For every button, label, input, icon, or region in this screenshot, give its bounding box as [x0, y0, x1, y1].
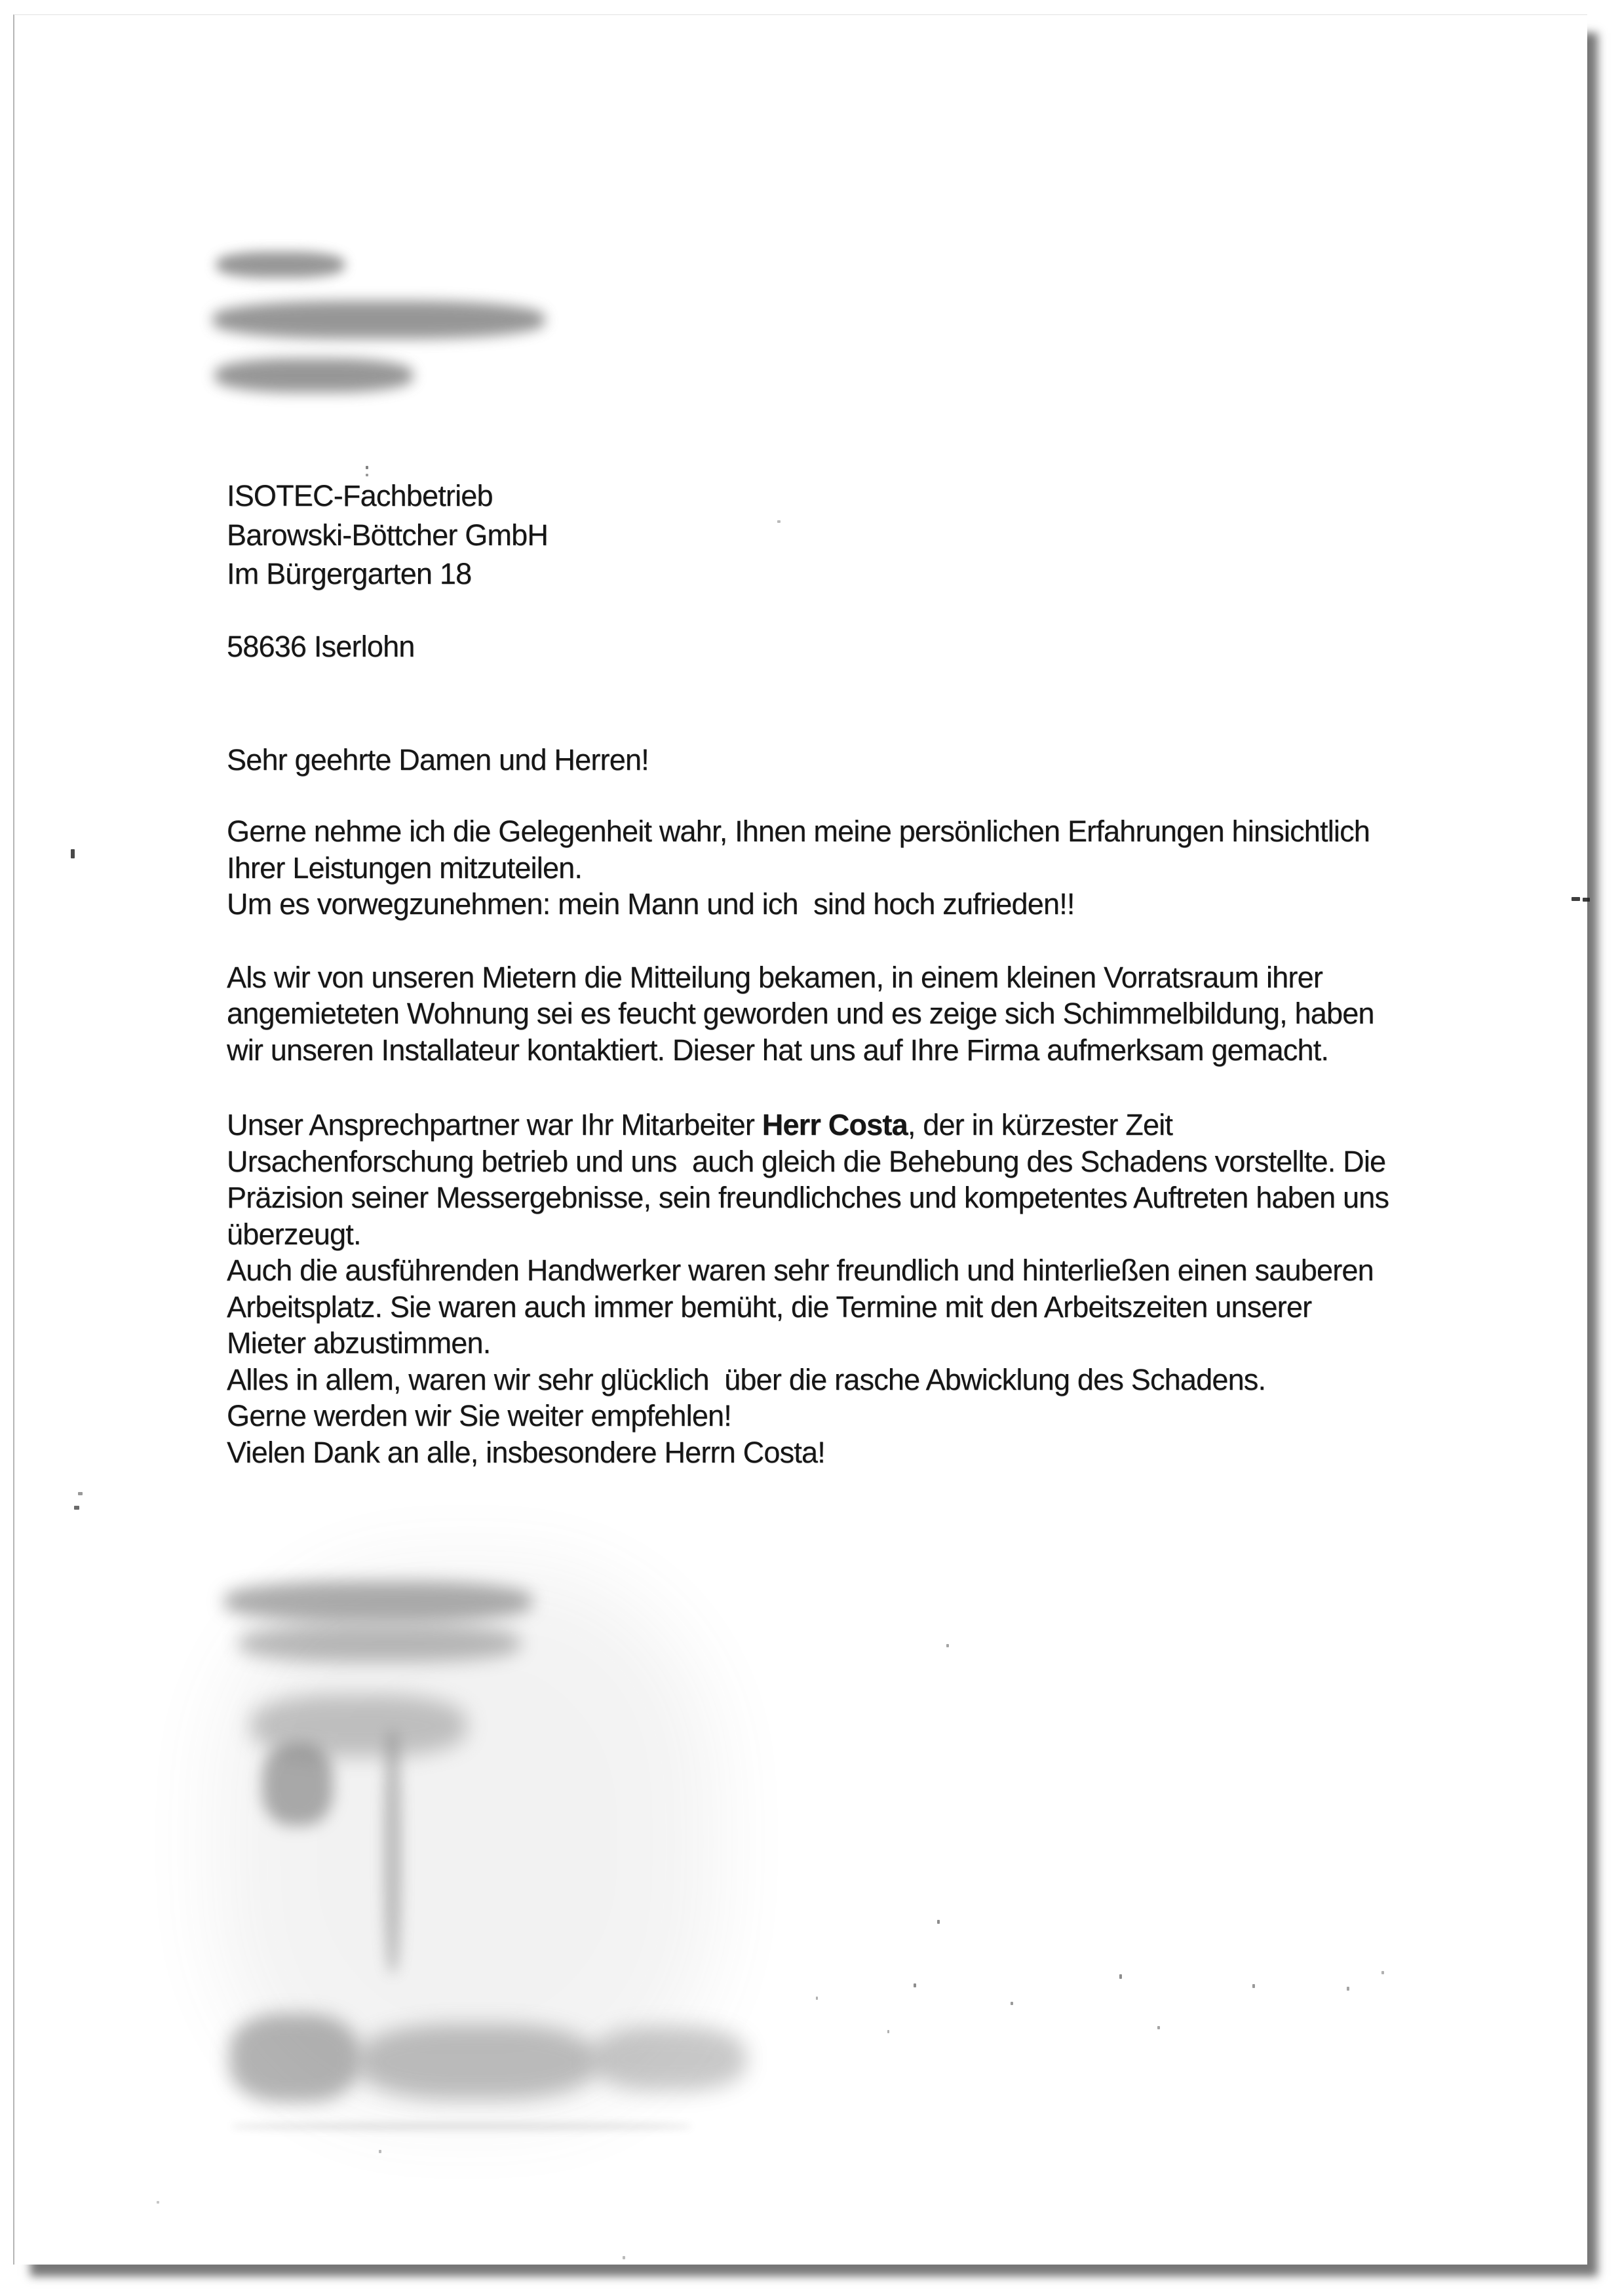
scan-noise-speck [1252, 1984, 1255, 1988]
scan-noise-speck [74, 1506, 79, 1510]
text-segment: Ursachenforschung betrieb und uns auch gleich die Behebung des Schadens vorstellte. Die [227, 1145, 1386, 1178]
salutation-line [227, 743, 649, 777]
text-segment: Sehr geehrte Damen und Herren! [227, 743, 649, 776]
body-line [227, 1399, 731, 1433]
scan-noise-speck [366, 466, 368, 469]
text-segment: , der in kürzester Zeit [907, 1108, 1173, 1141]
scan-noise-speck [1157, 2026, 1160, 2029]
scan-noise-speck [1347, 1987, 1349, 1991]
text-segment: Gerne nehme ich die Gelegenheit wahr, Ihnen meine persönlichen Erfahrungen hinsichtlich [227, 814, 1370, 848]
scan-noise-speck [1572, 897, 1580, 901]
text-segment: Unser Ansprechpartner war Ihr Mitarbeiter [227, 1108, 762, 1141]
letter-page [13, 14, 1587, 2265]
signature-blur-stroke [239, 1624, 520, 1662]
scan-noise-speck [379, 2150, 381, 2153]
scan-noise-speck [1011, 2002, 1013, 2005]
text-segment: Im Bürgergarten 18 [227, 557, 472, 590]
signature-blur-underline [232, 2122, 691, 2130]
body-line [227, 851, 582, 885]
signature-blur-stroke [358, 2024, 596, 2099]
body-line [227, 814, 1370, 849]
body-line [227, 1033, 1328, 1067]
recipient-line-1 [227, 479, 493, 513]
recipient-line-2 [227, 518, 548, 552]
text-segment: ISOTEC-Fachbetrieb [227, 479, 493, 512]
body-line [227, 1108, 1172, 1142]
sender-address-blur-line-1 [216, 252, 345, 278]
signature-blur-stroke [592, 2027, 746, 2091]
scan-noise-speck [1583, 898, 1590, 902]
text-segment: Barowski-Böttcher GmbH [227, 518, 549, 552]
body-line [227, 1290, 1311, 1324]
body-line [227, 1145, 1385, 1179]
body-line [227, 1217, 361, 1252]
body-line [227, 1436, 825, 1470]
scan-noise-speck [1119, 1974, 1122, 1979]
scan-noise-speck [946, 1644, 949, 1647]
sender-address-blur-line-2 [213, 301, 545, 339]
text-segment: Um es vorwegzunehmen: mein Mann und ich sind hoch zufrieden!! [227, 887, 1075, 921]
body-line [227, 1363, 1265, 1397]
text-segment: Mieter abzustimmen. [227, 1326, 491, 1360]
scan-noise-speck [366, 474, 368, 476]
text-segment: Als wir von unseren Mietern die Mitteilung bekamen, in einem kleinen Vorratsraum ihrer [227, 961, 1323, 994]
text-segment: Auch die ausführenden Handwerker waren sehr freundlich und hinterließen einen sauberen [227, 1253, 1374, 1287]
scan-noise-speck [78, 1492, 83, 1495]
scan-noise-speck [623, 2256, 625, 2259]
scan-noise-speck [1381, 1971, 1384, 1974]
bold-name-text: Herr Costa [762, 1108, 908, 1141]
body-line [227, 1181, 1389, 1215]
sender-address-blur-line-3 [215, 358, 413, 392]
text-segment: Ihrer Leistungen mitzuteilen. [227, 851, 583, 885]
recipient-city-line [227, 630, 415, 664]
signature-blur-stem [384, 1731, 401, 1973]
text-segment: Präzision seiner Messergebnisse, sein freundlichches und kompetentes Auftreten haben uns [227, 1181, 1389, 1214]
scan-noise-speck [71, 849, 75, 858]
signature-blur-stroke [229, 2014, 359, 2102]
scan-noise-speck [816, 1997, 818, 2000]
text-segment: Gerne werden wir Sie weiter empfehlen! [227, 1399, 731, 1432]
scan-noise-speck [777, 520, 781, 523]
text-segment: angemieteten Wohnung sei es feucht geworden und es zeige sich Schimmelbildung, haben [227, 997, 1374, 1030]
body-line [227, 887, 1075, 921]
scan-noise-speck [157, 2201, 159, 2204]
scan-noise-speck [887, 2030, 889, 2033]
body-line [227, 1253, 1374, 1288]
body-line [227, 961, 1322, 995]
text-segment: Vielen Dank an alle, insbesondere Herrn Costa! [227, 1436, 825, 1469]
text-segment: 58636 Iserlohn [227, 630, 415, 663]
body-line [227, 997, 1374, 1031]
text-segment: Alles in allem, waren wir sehr glücklich über die rasche Abwicklung des Schadens. [227, 1363, 1266, 1396]
body-line [227, 1326, 490, 1360]
text-segment: wir unseren Installateur kontaktiert. Dieser hat uns auf Ihre Firma aufmerksam gemacht. [227, 1033, 1329, 1067]
text-segment: überzeugt. [227, 1217, 361, 1251]
signature-blur-stroke [262, 1744, 333, 1826]
recipient-line-3 [227, 557, 471, 591]
scan-noise-speck [914, 1983, 916, 1987]
text-segment: Arbeitsplatz. Sie waren auch immer bemüht, die Termine mit den Arbeitszeiten unserer [227, 1290, 1312, 1324]
signature-blur-stroke [224, 1581, 532, 1622]
scan-noise-speck [937, 1920, 940, 1924]
